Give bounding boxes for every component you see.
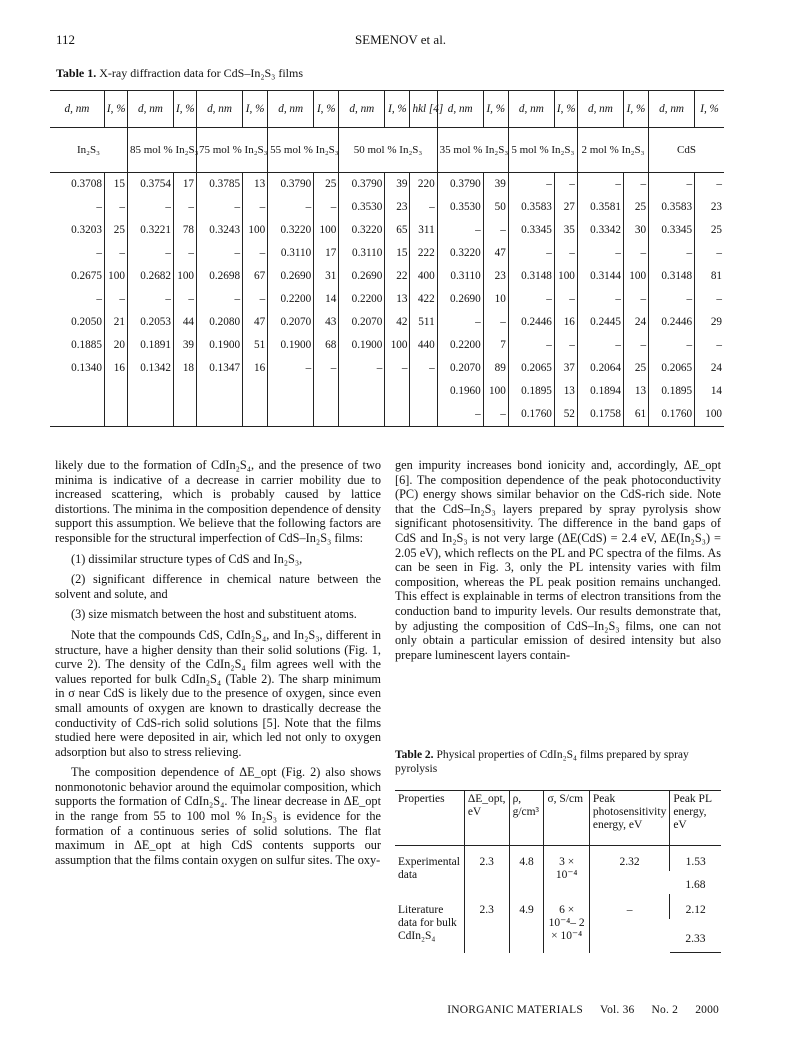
table-cell: 0.2080 [197,311,243,334]
table-cell: 51 [243,334,268,357]
table-cell: 0.2070 [268,311,314,334]
table-cell: – [173,288,196,311]
table-cell: 0.3583 [508,196,554,219]
table-cell: 68 [314,334,339,357]
table-cell: 42 [385,311,410,334]
table-cell: – [127,196,173,219]
table-cell [197,403,243,427]
table-cell: 25 [695,219,724,242]
table-cell: 0.2445 [577,311,623,334]
table-cell: – [483,403,508,427]
header-cell: I, % [104,91,127,128]
table-cell: 25 [623,357,648,380]
table-cell: – [96,247,102,259]
table-cell: 0.2070 [339,311,385,334]
table-cell: 0.1960 [437,380,483,403]
table-cell: 0.3530 [339,196,385,219]
table-cell: 43 [314,311,339,334]
table-cell: 16 [554,311,577,334]
group-cell: 35 mol % In₂S₃ [437,128,508,173]
table-cell: 47 [483,242,508,265]
running-header [56,32,745,50]
cell: 4.9 [509,894,544,953]
table-cell: – [577,173,623,197]
table-cell: – [410,196,437,219]
table-cell: 0.3583 [649,196,695,219]
group-cell: 85 mol % In₂S₃ [127,128,196,173]
header-cell: d, nm [268,91,314,128]
table-cell [50,380,104,403]
table-cell: 0.2065 [649,357,695,380]
table-cell: – [127,242,173,265]
header-cell: I, % [243,91,268,128]
table-cell: – [695,242,724,265]
table-cell: – [649,173,695,197]
table-cell: – [96,201,102,213]
table-cell: 52 [554,403,577,427]
cell: 1.68 [685,879,706,891]
header-cell: Properties [395,791,464,846]
table2-header-row [395,791,721,846]
properties-table [395,790,721,953]
table-cell: 16 [243,357,268,380]
table-cell: 0.2064 [577,357,623,380]
table-cell: 100 [243,219,268,242]
table1-header-row [50,91,724,128]
table-cell: 14 [695,380,724,403]
table-cell: – [243,196,268,219]
table-cell: 14 [314,288,339,311]
table-cell: – [173,242,196,265]
table-cell: – [197,242,243,265]
table-cell: – [104,242,127,265]
table-cell: 15 [385,242,410,265]
table-cell: 0.3530 [437,196,483,219]
header-cell: d, nm [649,91,695,128]
table-cell: 81 [695,265,724,288]
table1-body [50,173,724,427]
header-cell: d, nm [127,91,173,128]
table1-group-row [50,128,724,173]
table-cell: 0.2065 [508,357,554,380]
table-cell: – [508,288,554,311]
table-cell: 0.3144 [577,265,623,288]
journal-name: INORGANIC MATERIALS [447,1004,583,1016]
table-cell: 0.3243 [197,219,243,242]
table-cell: 89 [483,357,508,380]
left-column [55,458,381,867]
header-cell: Peak PL energy, eV [670,791,721,846]
table-cell: 44 [173,311,196,334]
table-cell: – [339,357,385,380]
table-cell: 0.1895 [508,380,554,403]
table-cell: 0.1760 [649,403,695,427]
header-cell: d, nm [339,91,385,128]
table-cell: 65 [385,219,410,242]
table-cell: 0.2690 [437,288,483,311]
table-cell: – [695,288,724,311]
table-cell [104,380,127,403]
table-cell: 13 [243,173,268,197]
table2-caption [395,748,721,776]
table-cell: 0.3220 [339,219,385,242]
table-row [50,219,724,242]
table-cell: 35 [554,219,577,242]
table-row [50,311,724,334]
table-cell: 21 [104,311,127,334]
table-cell: – [104,196,127,219]
table-cell [197,380,243,403]
table-cell: 0.3221 [127,219,173,242]
table-cell: 10 [483,288,508,311]
table-cell: – [243,288,268,311]
header-cell: d, nm [508,91,554,128]
table-row [50,334,724,357]
table-cell: 0.1347 [197,357,243,380]
table-cell: 0.1900 [197,334,243,357]
table-cell: – [695,334,724,357]
table-cell: – [577,334,623,357]
group-cell: 55 mol % In₂S₃ [268,128,339,173]
table-cell: 50 [483,196,508,219]
table-row [50,242,724,265]
table-cell: 0.2200 [268,288,314,311]
table-cell: 0.2690 [268,265,314,288]
table-cell: – [508,334,554,357]
table-cell: 13 [554,380,577,403]
header-cell: hkl [4] [410,91,437,128]
table-cell: 0.1900 [268,334,314,357]
table-cell: 15 [104,173,127,197]
table-cell: – [385,357,410,380]
cell: – [589,894,669,953]
table-cell: – [554,288,577,311]
table-cell: 100 [314,219,339,242]
table-cell: 0.2698 [197,265,243,288]
table-cell: – [483,311,508,334]
table-cell: 100 [385,334,410,357]
table-cell: – [96,293,102,305]
list-item: (2) significant difference in chemical nature between the solvent and solute, and [55,572,381,601]
table-cell: 13 [623,380,648,403]
table-cell: 78 [173,219,196,242]
row-label: Experimental data [398,856,460,881]
group-cell: 75 mol % In₂S₃ [197,128,268,173]
table-cell: – [649,242,695,265]
table-cell: – [197,288,243,311]
table-cell: – [649,288,695,311]
journal-year: 2000 [695,1004,719,1016]
table-cell: 24 [623,311,648,334]
journal-volume: Vol. 36 [600,1004,635,1016]
table-cell: 220 [410,173,437,197]
header-cell: I, % [554,91,577,128]
table-cell: 17 [173,173,196,197]
cell: 2.32 [589,846,669,895]
table-cell: 39 [483,173,508,197]
table-cell: 67 [243,265,268,288]
paragraph: Note that the compounds CdS, CdIn₂S₄, and In₂S₃, different in structure, have a higher density than their solid solutions (Fig. 1, curve 2). The density of the CdIn₂S₄ film agrees well with the values reported for bulk CdIn₂S₄ (Table 2). The sharp minimum in σ near CdS is likely due to the presence of oxygen, since even small amounts of oxygen are known to drastically decrease the conductivity of CdS-rich solid solutions [5]. Note that the films studied here were deposited in air, which led not only to oxygen adsorption but also to stress relieving. [55,627,381,759]
list-item: (3) size mismatch between the host and substituent atoms. [71,607,357,622]
table-cell: 13 [385,288,410,311]
row-label: Literature data for bulk CdIn₂S₄ [398,904,457,942]
table1-caption-label: Table 1. [56,66,97,80]
table-cell: 25 [104,219,127,242]
cell: 4.8 [509,846,544,895]
table-cell: 39 [173,334,196,357]
table-cell: – [437,403,483,427]
table-cell: 0.1342 [127,357,173,380]
table-cell: – [508,242,554,265]
table-cell [385,403,410,427]
table-row [395,894,721,919]
cell: 3 × 10⁻⁴ [544,846,589,895]
table-cell: 29 [695,311,724,334]
header-cell: I, % [385,91,410,128]
table-row [50,380,724,403]
table-cell [410,380,437,403]
xrd-table [50,90,724,427]
table-cell: 0.3790 [339,173,385,197]
header-cell: ρ, g/cm³ [509,791,544,846]
table-cell: 24 [695,357,724,380]
table-cell: – [314,357,339,380]
table-cell: 400 [410,265,437,288]
table-cell [339,380,385,403]
table-cell: – [554,242,577,265]
cell: 2.3 [464,894,509,953]
table-cell [173,380,196,403]
table-cell: 0.1885 [71,339,102,351]
table-cell: – [437,311,483,334]
table-cell [385,380,410,403]
table-cell: 37 [554,357,577,380]
table-cell: 0.2070 [437,357,483,380]
table-cell: 0.3148 [508,265,554,288]
table-cell: 0.3148 [649,265,695,288]
table-cell: 0.3342 [577,219,623,242]
table-cell: 511 [410,311,437,334]
table-cell: – [623,242,648,265]
table-cell: – [577,242,623,265]
group-cell: 2 mol % In₂S₃ [577,128,648,173]
table1-caption-text: X-ray diffraction data for CdS–In₂S₃ films [99,66,304,80]
table-cell: 0.1900 [339,334,385,357]
table-cell: 27 [554,196,577,219]
table-cell [268,403,314,427]
table-cell: 17 [314,242,339,265]
table-cell: 30 [623,219,648,242]
table-cell: – [197,196,243,219]
table-row [395,846,721,872]
table-cell: 0.2446 [649,311,695,334]
table-cell [50,403,104,427]
paragraph: gen impurity increases bond ionicity and, accordingly, ΔE_opt [6]. The composition dependence of the peak photoconductivity (PC) energy shows similar behavior on the CdS-rich side. Note that the CdS–In₂S₃ layers prepared by spray pyrolysis show significant photosensitivity. The difference in the band gaps of CdS and In₂S₃ is not very large (ΔE(CdS) = 2.4 eV, ΔE(In₂S₃) = 2.05 eV), which reflects on the PL and PC spectra of the films. As can be seen in Fig. 3, only the PL intensity varies with film composition, whereas the PL peak position remains unchanged. This effect is explainable in terms of electron transitions from the conduction band to impurity levels. Our results demonstrate that, by adjusting the composition of CdS–In₂S₃ films, one can not only obtain a particular emission of desired intensity but also prepare luminescent layers contain- [395,458,721,662]
table-cell: 0.2050 [71,316,102,328]
group-cell: In₂S₃ [50,128,127,173]
table-cell: 0.3708 [71,178,102,190]
header-cell: ΔE_opt, eV [464,791,509,846]
group-cell: 5 mol % In₂S₃ [508,128,577,173]
table-cell: 0.3754 [127,173,173,197]
header-cell: d, nm [437,91,483,128]
table-cell: 100 [623,265,648,288]
table-cell: – [508,173,554,197]
table-cell: 100 [695,403,724,427]
table-cell: 0.2053 [127,311,173,334]
table-cell: 22 [385,265,410,288]
table2-caption-text: Physical properties of CdIn₂S₄ films prepared by spray pyrolysis [395,749,689,775]
journal-issue: No. 2 [651,1004,679,1016]
table-cell: 222 [410,242,437,265]
header-cell: σ, S/cm [544,791,589,846]
header-cell: d, nm [50,91,104,128]
table-cell: 16 [104,357,127,380]
table-cell: – [314,196,339,219]
table-cell [173,403,196,427]
table-cell: – [554,334,577,357]
table-cell: – [623,173,648,197]
table-cell: 61 [623,403,648,427]
table-cell: – [173,196,196,219]
table-cell: 0.3220 [437,242,483,265]
table-cell: – [623,334,648,357]
cell: 6 × 10⁻⁴– 2 × 10⁻⁴ [544,894,589,953]
header-cell: d, nm [197,91,243,128]
table-cell: 0.2200 [339,288,385,311]
table-cell: – [268,357,314,380]
table-cell: 25 [623,196,648,219]
cell: 1.53 [670,846,721,872]
running-authors: SEMENOV et al. [354,32,447,47]
table-cell: – [268,196,314,219]
table-cell: – [577,288,623,311]
table-cell [314,380,339,403]
table-row [50,173,724,197]
page-number: 112 [56,32,76,47]
table-row [50,288,724,311]
table-cell: 0.1340 [71,362,102,374]
table-cell: 0.3581 [577,196,623,219]
header-cell: Peak photosensitivity energy, eV [589,791,669,846]
paragraph: likely due to the formation of CdIn₂S₄, and the presence of two minima is indicative of a decrease in carrier mobility due to increased scattering, which is probably caused by lattice distortions. The minima in the composition dependence of density support this assumption. We believe that the following factors are responsible for the structural imperfection of CdS–In₂S₃ films: [55,458,381,545]
table-cell: 0.3345 [508,219,554,242]
cell: 2.33 [670,919,721,953]
paragraph: The composition dependence of ΔE_opt (Fig. 2) also shows nonmonotonic behavior around the equimolar composition, which supports the formation of CdIn₂S₄. The linear decrease in ΔE_opt in the range from 55 to 100 mol % In₂S₃ is evidence for the formation of a continuous series of solid solutions. The flat maximum in ΔE_opt at high CdS contents supports our assumption that the films contain oxygen on sulfur sites. The oxy- [55,765,381,867]
table-cell [243,380,268,403]
table-cell: 18 [173,357,196,380]
table-cell: 100 [483,380,508,403]
header-cell: I, % [483,91,508,128]
journal-footer [433,1004,719,1016]
cell: 2.3 [464,846,509,895]
table-cell [410,403,437,427]
table-cell: 0.3110 [437,265,483,288]
table-cell: 0.3203 [71,224,102,236]
table-cell: 0.1760 [508,403,554,427]
header-cell: I, % [173,91,196,128]
table-cell: 311 [410,219,437,242]
table-cell: 0.3345 [649,219,695,242]
header-cell: I, % [695,91,724,128]
table-cell: – [410,357,437,380]
table-cell: 31 [314,265,339,288]
cell: 2.12 [670,894,721,919]
table-cell: 25 [314,173,339,197]
table-cell: 0.3790 [437,173,483,197]
table-cell: – [104,288,127,311]
table-cell: 100 [173,265,196,288]
table-row [50,265,724,288]
header-cell: I, % [314,91,339,128]
table-cell [127,380,173,403]
list-item: (1) dissimilar structure types of CdS and In₂S₃, [71,551,303,566]
table-cell: – [437,219,483,242]
table-row [50,196,724,219]
table-cell: 0.3790 [268,173,314,197]
table-cell: 100 [104,265,127,288]
table-cell: 7 [483,334,508,357]
group-cell: 50 mol % In₂S₃ [339,128,437,173]
table-cell [104,403,127,427]
table-cell: – [243,242,268,265]
table-cell: – [649,334,695,357]
table-cell: 0.1894 [577,380,623,403]
table-cell: 23 [385,196,410,219]
group-cell: CdS [649,128,724,173]
table-cell: 23 [483,265,508,288]
table-cell [268,380,314,403]
table-cell: – [554,173,577,197]
table-cell: 422 [410,288,437,311]
table-cell: 0.2200 [437,334,483,357]
table-cell [243,403,268,427]
table-cell: – [695,173,724,197]
right-column [395,458,721,662]
header-cell: d, nm [577,91,623,128]
table-cell: 440 [410,334,437,357]
table-cell: 0.3110 [268,242,314,265]
table-cell: 47 [243,311,268,334]
table-cell: 0.1891 [127,334,173,357]
table-cell: – [127,288,173,311]
table-cell: 0.2682 [127,265,173,288]
table-cell [314,403,339,427]
table-cell [339,403,385,427]
table-cell: – [483,219,508,242]
table-cell: 0.3220 [268,219,314,242]
table-cell: 23 [695,196,724,219]
table-cell [127,403,173,427]
table-cell: 0.3785 [197,173,243,197]
table-cell: 100 [554,265,577,288]
table-row [50,357,724,380]
table-cell: 0.2446 [508,311,554,334]
table-cell: 20 [104,334,127,357]
table-cell: 0.1895 [649,380,695,403]
header-cell: I, % [623,91,648,128]
table-cell: 0.3110 [339,242,385,265]
table-row [50,403,724,427]
table-cell: 0.2675 [71,270,102,282]
table-cell: 0.2690 [339,265,385,288]
table-cell: 0.1758 [577,403,623,427]
table1-caption [56,66,303,81]
table2-caption-label: Table 2. [395,749,434,761]
table-cell: 39 [385,173,410,197]
table-cell: – [623,288,648,311]
